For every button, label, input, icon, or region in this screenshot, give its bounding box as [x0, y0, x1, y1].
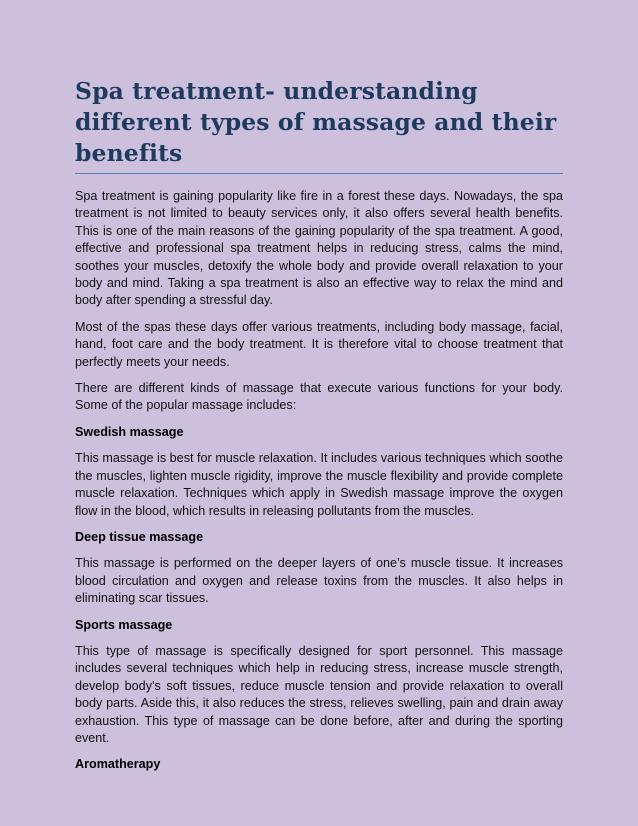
document-page [75, 76, 563, 783]
section-heading-sports: Sports massage [75, 617, 173, 632]
section-heading-swedish: Swedish massage [75, 424, 184, 439]
section-heading-aromatherapy: Aromatherapy [75, 757, 161, 772]
massage-kinds-paragraph: There are different kinds of massage that execute various functions for your body. Some of the popular massage includes: [75, 381, 563, 413]
section-heading-deep-tissue: Deep tissue massage [75, 529, 204, 544]
spas-paragraph: Most of the spas these days offer various treatments, including body massage, facial, hand, foot care and the body treatment. It is therefore vital to choose treatment that perfectly meets your needs. [75, 319, 563, 369]
section-text-swedish: This massage is best for muscle relaxation. It includes various techniques which soothe the muscles, lighten muscle rigidity, improve the muscle flexibility and provide complete muscle relaxation. Techniques which apply in Swedish massage improve the oxygen flow in the blood, which results in releasing pollutants from the muscles. [75, 451, 563, 518]
document-body [75, 188, 563, 774]
document-title: Spa treatment- understanding different types of massage and their benefits [75, 76, 563, 174]
intro-paragraph: Spa treatment is gaining popularity like fire in a forest these days. Nowadays, the spa treatment is not limited to beauty services only, it also offers several health benefits. This is one of the main reasons of the gaining popularity of the spa treatment. A good, effective and professional spa treatment helps in reducing stress, calms the mind, soothes your muscles, detoxify the whole body and provide overall relaxation to your body and mind. Taking a spa treatment is also an effective way to relax the mind and body after spending a stressful day. [75, 189, 563, 308]
section-text-deep-tissue: This massage is performed on the deeper layers of one’s muscle tissue. It increases blood circulation and oxygen and release toxins from the muscles. It also helps in eliminating scar tissues. [75, 556, 563, 606]
section-text-sports: This type of massage is specifically designed for sport personnel. This massage includes several techniques which help in reducing stress, increase muscle strength, develop body’s soft tissues, reduce muscle tension and provide relaxation to overall body parts. Aside this, it also reduces the stress, relieves swelling, pain and drain away exhaustion. This type of massage can be done before, after and during the sporting event. [75, 643, 563, 745]
